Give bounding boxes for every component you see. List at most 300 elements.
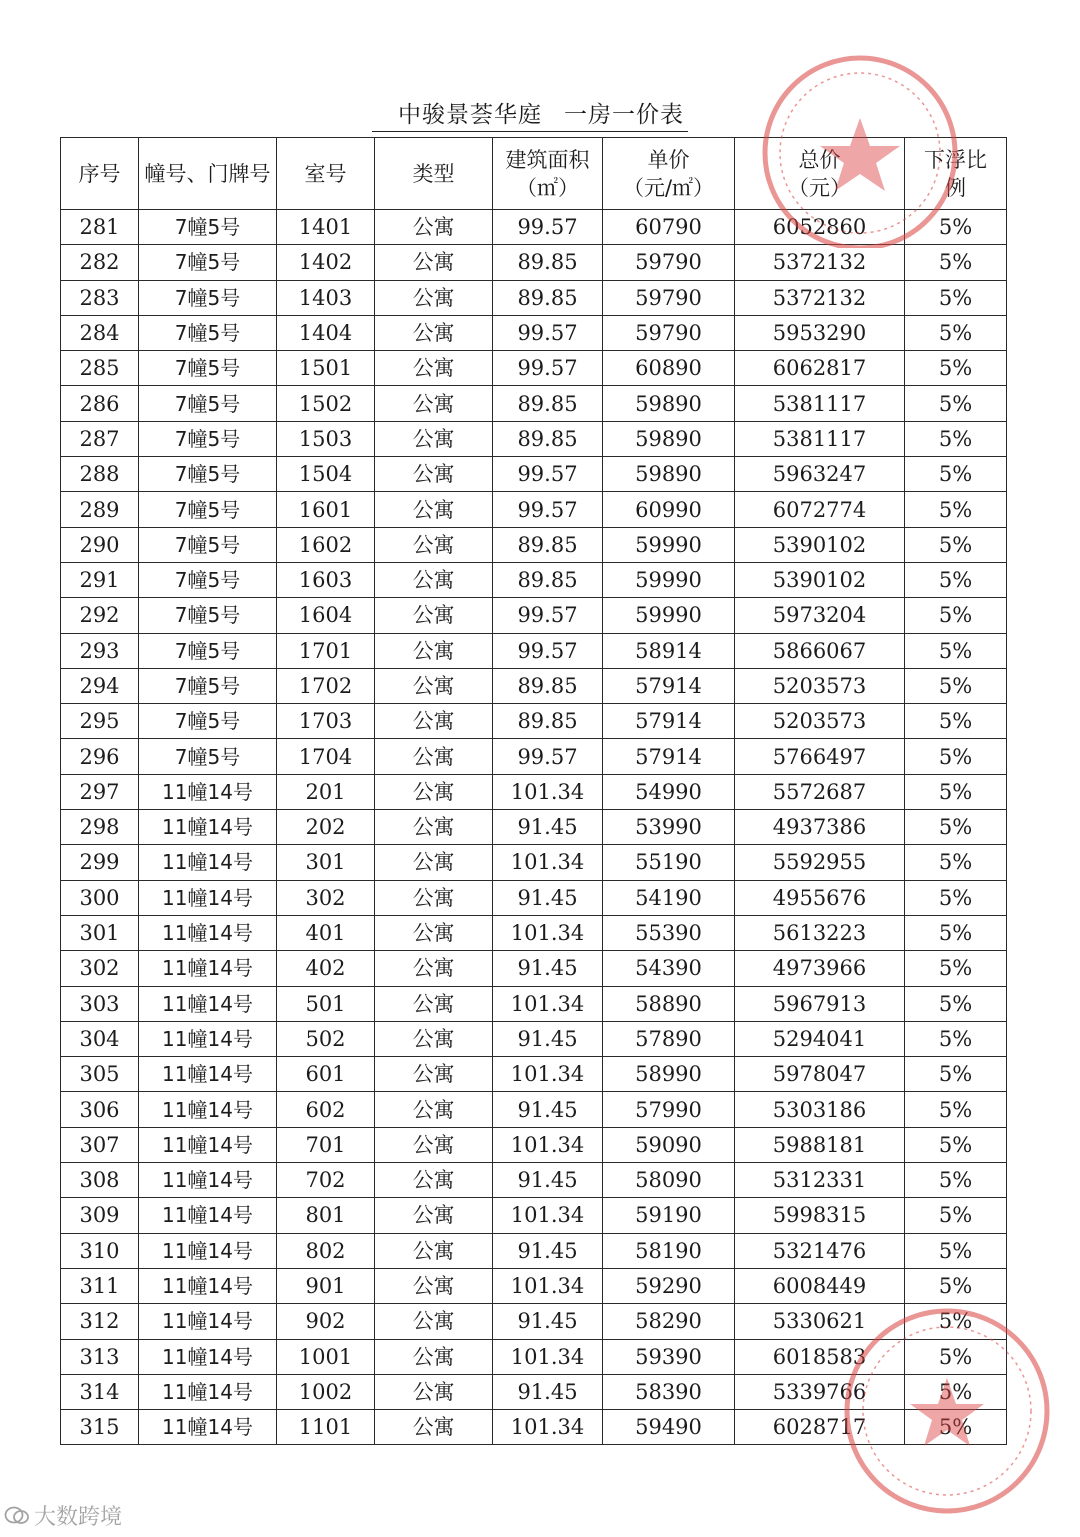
- cell-total-price: 6008449: [735, 1268, 905, 1303]
- cell-total-price: 6062817: [735, 351, 905, 386]
- cell-type: 公寓: [375, 1163, 493, 1198]
- cell-seq: 305: [61, 1057, 139, 1092]
- cell-area: 101.34: [493, 845, 603, 880]
- cell-type: 公寓: [375, 386, 493, 421]
- header-room: 室号: [277, 138, 375, 210]
- cell-area: 89.85: [493, 562, 603, 597]
- cell-room: 501: [277, 986, 375, 1021]
- cell-area: 91.45: [493, 1092, 603, 1127]
- cell-unit-price: 59990: [603, 527, 735, 562]
- cell-seq: 289: [61, 492, 139, 527]
- header-building: 幢号、门牌号: [139, 138, 277, 210]
- cell-area: 89.85: [493, 245, 603, 280]
- cell-room: 1703: [277, 704, 375, 739]
- cell-unit-price: 54190: [603, 880, 735, 915]
- cell-building: 11幢14号: [139, 915, 277, 950]
- cell-seq: 315: [61, 1410, 139, 1445]
- header-float-ratio: 下浮比 例: [905, 138, 1007, 210]
- cell-type: 公寓: [375, 1410, 493, 1445]
- cell-total-price: 4973966: [735, 951, 905, 986]
- table-row: [61, 386, 1007, 421]
- cell-area: 91.45: [493, 880, 603, 915]
- cell-area: 99.57: [493, 492, 603, 527]
- cell-seq: 285: [61, 351, 139, 386]
- project-name: 中骏景荟华庭: [398, 102, 542, 128]
- table-row: [61, 739, 1007, 774]
- cell-room: 701: [277, 1127, 375, 1162]
- cell-building: 11幢14号: [139, 845, 277, 880]
- cell-room: 401: [277, 915, 375, 950]
- cell-total-price: 5953290: [735, 315, 905, 350]
- table-row: [61, 845, 1007, 880]
- cell-type: 公寓: [375, 527, 493, 562]
- cell-total-price: 5381117: [735, 386, 905, 421]
- cell-room: 1704: [277, 739, 375, 774]
- cell-float-ratio: 5%: [905, 351, 1007, 386]
- cell-total-price: 6052860: [735, 210, 905, 245]
- cell-room: 802: [277, 1233, 375, 1268]
- table-row: [61, 1374, 1007, 1409]
- cell-seq: 291: [61, 562, 139, 597]
- cell-unit-price: 59790: [603, 315, 735, 350]
- cell-total-price: 5390102: [735, 527, 905, 562]
- cell-building: 11幢14号: [139, 774, 277, 809]
- cell-area: 99.57: [493, 457, 603, 492]
- cell-seq: 306: [61, 1092, 139, 1127]
- cell-type: 公寓: [375, 1233, 493, 1268]
- cell-unit-price: 59390: [603, 1339, 735, 1374]
- cell-total-price: 6018583: [735, 1339, 905, 1374]
- cell-area: 91.45: [493, 951, 603, 986]
- cell-float-ratio: 5%: [905, 210, 1007, 245]
- cell-seq: 313: [61, 1339, 139, 1374]
- cell-float-ratio: 5%: [905, 668, 1007, 703]
- cell-total-price: 5988181: [735, 1127, 905, 1162]
- cell-seq: 297: [61, 774, 139, 809]
- cell-total-price: 5303186: [735, 1092, 905, 1127]
- cell-type: 公寓: [375, 280, 493, 315]
- cell-building: 11幢14号: [139, 810, 277, 845]
- cell-float-ratio: 5%: [905, 421, 1007, 456]
- cell-type: 公寓: [375, 492, 493, 527]
- cell-building: 11幢14号: [139, 1233, 277, 1268]
- cell-unit-price: 54990: [603, 774, 735, 809]
- cell-float-ratio: 5%: [905, 1127, 1007, 1162]
- cell-type: 公寓: [375, 915, 493, 950]
- cell-building: 11幢14号: [139, 1268, 277, 1303]
- cell-unit-price: 58990: [603, 1057, 735, 1092]
- cell-unit-price: 54390: [603, 951, 735, 986]
- table-row: [61, 1057, 1007, 1092]
- table-row: [61, 774, 1007, 809]
- cell-area: 101.34: [493, 915, 603, 950]
- cell-building: 11幢14号: [139, 1410, 277, 1445]
- cell-area: 99.57: [493, 315, 603, 350]
- cell-type: 公寓: [375, 1304, 493, 1339]
- cell-building: 7幢5号: [139, 210, 277, 245]
- cell-seq: 300: [61, 880, 139, 915]
- cell-area: 91.45: [493, 1304, 603, 1339]
- cell-area: 91.45: [493, 1021, 603, 1056]
- table-row: [61, 1304, 1007, 1339]
- cell-float-ratio: 5%: [905, 457, 1007, 492]
- cell-total-price: 5967913: [735, 986, 905, 1021]
- table-row: [61, 1233, 1007, 1268]
- header-total-price: 总价 （元）: [735, 138, 905, 210]
- table-row: [61, 668, 1007, 703]
- cell-type: 公寓: [375, 1374, 493, 1409]
- cell-building: 7幢5号: [139, 421, 277, 456]
- cell-area: 101.34: [493, 1410, 603, 1445]
- cell-float-ratio: 5%: [905, 1233, 1007, 1268]
- cell-total-price: 5321476: [735, 1233, 905, 1268]
- cell-area: 99.57: [493, 633, 603, 668]
- cell-building: 11幢14号: [139, 986, 277, 1021]
- cell-unit-price: 57914: [603, 739, 735, 774]
- cell-room: 702: [277, 1163, 375, 1198]
- cell-unit-price: 57990: [603, 1092, 735, 1127]
- cell-type: 公寓: [375, 1339, 493, 1374]
- cell-room: 601: [277, 1057, 375, 1092]
- cell-seq: 314: [61, 1374, 139, 1409]
- cell-area: 89.85: [493, 668, 603, 703]
- table-row: [61, 562, 1007, 597]
- header-unit-price: 单价 （元/㎡）: [603, 138, 735, 210]
- cell-seq: 303: [61, 986, 139, 1021]
- cell-unit-price: 60790: [603, 210, 735, 245]
- cell-seq: 304: [61, 1021, 139, 1056]
- table-row: [61, 880, 1007, 915]
- table-row: [61, 704, 1007, 739]
- cell-room: 1503: [277, 421, 375, 456]
- cell-seq: 298: [61, 810, 139, 845]
- cell-building: 7幢5号: [139, 315, 277, 350]
- cell-total-price: 5330621: [735, 1304, 905, 1339]
- cell-total-price: 5381117: [735, 421, 905, 456]
- cell-building: 7幢5号: [139, 492, 277, 527]
- cell-total-price: 5998315: [735, 1198, 905, 1233]
- cell-room: 302: [277, 880, 375, 915]
- cell-unit-price: 58190: [603, 1233, 735, 1268]
- cell-total-price: 5203573: [735, 668, 905, 703]
- cell-seq: 286: [61, 386, 139, 421]
- cell-unit-price: 58090: [603, 1163, 735, 1198]
- cell-float-ratio: 5%: [905, 245, 1007, 280]
- table-row: [61, 210, 1007, 245]
- cell-building: 7幢5号: [139, 527, 277, 562]
- cell-float-ratio: 5%: [905, 951, 1007, 986]
- cell-building: 11幢14号: [139, 1304, 277, 1339]
- cell-type: 公寓: [375, 951, 493, 986]
- cell-total-price: 4955676: [735, 880, 905, 915]
- cell-room: 1604: [277, 598, 375, 633]
- cell-seq: 307: [61, 1127, 139, 1162]
- cell-type: 公寓: [375, 210, 493, 245]
- cell-float-ratio: 5%: [905, 315, 1007, 350]
- cell-float-ratio: 5%: [905, 704, 1007, 739]
- cell-unit-price: 59790: [603, 280, 735, 315]
- cell-type: 公寓: [375, 1057, 493, 1092]
- header-seq: 序号: [61, 138, 139, 210]
- cell-total-price: 5294041: [735, 1021, 905, 1056]
- cell-unit-price: 57914: [603, 668, 735, 703]
- cell-unit-price: 55190: [603, 845, 735, 880]
- cell-float-ratio: 5%: [905, 1163, 1007, 1198]
- cell-area: 89.85: [493, 704, 603, 739]
- cell-seq: 281: [61, 210, 139, 245]
- cell-float-ratio: 5%: [905, 492, 1007, 527]
- cell-building: 7幢5号: [139, 386, 277, 421]
- cell-float-ratio: 5%: [905, 880, 1007, 915]
- cell-area: 99.57: [493, 598, 603, 633]
- table-row: [61, 1021, 1007, 1056]
- cell-unit-price: 59990: [603, 598, 735, 633]
- cell-room: 1504: [277, 457, 375, 492]
- cell-building: 11幢14号: [139, 1021, 277, 1056]
- cell-float-ratio: 5%: [905, 845, 1007, 880]
- cell-unit-price: 57914: [603, 704, 735, 739]
- cell-building: 11幢14号: [139, 1374, 277, 1409]
- cell-room: 602: [277, 1092, 375, 1127]
- cell-total-price: 5963247: [735, 457, 905, 492]
- cell-area: 101.34: [493, 1127, 603, 1162]
- cell-room: 402: [277, 951, 375, 986]
- cell-unit-price: 59890: [603, 457, 735, 492]
- cell-total-price: 5978047: [735, 1057, 905, 1092]
- cell-seq: 310: [61, 1233, 139, 1268]
- cell-seq: 283: [61, 280, 139, 315]
- cell-building: 11幢14号: [139, 880, 277, 915]
- cell-type: 公寓: [375, 1127, 493, 1162]
- table-row: [61, 1163, 1007, 1198]
- cell-seq: 290: [61, 527, 139, 562]
- cell-room: 1101: [277, 1410, 375, 1445]
- cell-seq: 296: [61, 739, 139, 774]
- cell-room: 1401: [277, 210, 375, 245]
- cell-building: 7幢5号: [139, 633, 277, 668]
- cell-building: 11幢14号: [139, 1057, 277, 1092]
- table-row: [61, 810, 1007, 845]
- cell-type: 公寓: [375, 598, 493, 633]
- cell-building: 7幢5号: [139, 739, 277, 774]
- table-row: [61, 1198, 1007, 1233]
- table-subtitle: 一房一价表: [564, 102, 684, 128]
- cell-type: 公寓: [375, 315, 493, 350]
- cell-float-ratio: 5%: [905, 598, 1007, 633]
- cell-unit-price: 59890: [603, 386, 735, 421]
- cell-area: 89.85: [493, 386, 603, 421]
- cell-area: 99.57: [493, 210, 603, 245]
- cell-seq: 287: [61, 421, 139, 456]
- cell-total-price: 5592955: [735, 845, 905, 880]
- cell-float-ratio: 5%: [905, 1268, 1007, 1303]
- table-row: [61, 527, 1007, 562]
- cell-float-ratio: 5%: [905, 1092, 1007, 1127]
- cell-building: 7幢5号: [139, 562, 277, 597]
- cell-area: 99.57: [493, 351, 603, 386]
- cell-room: 1403: [277, 280, 375, 315]
- cell-seq: 302: [61, 951, 139, 986]
- cell-float-ratio: 5%: [905, 915, 1007, 950]
- chat-bubble-logo-icon: [4, 1505, 30, 1527]
- cell-area: 91.45: [493, 1374, 603, 1409]
- cell-building: 11幢14号: [139, 1198, 277, 1233]
- cell-seq: 301: [61, 915, 139, 950]
- cell-float-ratio: 5%: [905, 1021, 1007, 1056]
- cell-seq: 308: [61, 1163, 139, 1198]
- cell-room: 1602: [277, 527, 375, 562]
- cell-type: 公寓: [375, 245, 493, 280]
- table-row: [61, 598, 1007, 633]
- cell-seq: 292: [61, 598, 139, 633]
- cell-seq: 284: [61, 315, 139, 350]
- table-body: [61, 210, 1007, 1445]
- cell-area: 99.57: [493, 739, 603, 774]
- cell-unit-price: 58914: [603, 633, 735, 668]
- cell-float-ratio: 5%: [905, 1339, 1007, 1374]
- header-area: 建筑面积 （㎡）: [493, 138, 603, 210]
- table-row: [61, 351, 1007, 386]
- cell-building: 11幢14号: [139, 1092, 277, 1127]
- document-title: [0, 96, 1080, 132]
- cell-building: 11幢14号: [139, 951, 277, 986]
- cell-type: 公寓: [375, 351, 493, 386]
- table-row: [61, 986, 1007, 1021]
- table-row: [61, 457, 1007, 492]
- cell-seq: 312: [61, 1304, 139, 1339]
- cell-float-ratio: 5%: [905, 1374, 1007, 1409]
- cell-room: 1702: [277, 668, 375, 703]
- cell-area: 101.34: [493, 986, 603, 1021]
- cell-type: 公寓: [375, 739, 493, 774]
- cell-seq: 311: [61, 1268, 139, 1303]
- table-row: [61, 280, 1007, 315]
- cell-total-price: 5312331: [735, 1163, 905, 1198]
- cell-unit-price: 60890: [603, 351, 735, 386]
- table-header-row: [61, 138, 1007, 210]
- watermark: [4, 1500, 122, 1531]
- cell-area: 91.45: [493, 1233, 603, 1268]
- cell-seq: 309: [61, 1198, 139, 1233]
- cell-area: 101.34: [493, 1339, 603, 1374]
- cell-type: 公寓: [375, 845, 493, 880]
- cell-float-ratio: 5%: [905, 633, 1007, 668]
- cell-type: 公寓: [375, 1268, 493, 1303]
- table-row: [61, 1092, 1007, 1127]
- cell-unit-price: 59090: [603, 1127, 735, 1162]
- cell-area: 89.85: [493, 421, 603, 456]
- price-table: [60, 137, 1007, 1445]
- cell-room: 301: [277, 845, 375, 880]
- cell-total-price: 5390102: [735, 562, 905, 597]
- cell-unit-price: 59990: [603, 562, 735, 597]
- cell-unit-price: 53990: [603, 810, 735, 845]
- cell-seq: 295: [61, 704, 139, 739]
- table-row: [61, 915, 1007, 950]
- cell-room: 1404: [277, 315, 375, 350]
- cell-building: 7幢5号: [139, 704, 277, 739]
- cell-total-price: 6072774: [735, 492, 905, 527]
- cell-type: 公寓: [375, 774, 493, 809]
- cell-room: 1601: [277, 492, 375, 527]
- cell-type: 公寓: [375, 668, 493, 703]
- cell-area: 101.34: [493, 1057, 603, 1092]
- cell-float-ratio: 5%: [905, 1410, 1007, 1445]
- cell-total-price: 5203573: [735, 704, 905, 739]
- cell-float-ratio: 5%: [905, 527, 1007, 562]
- cell-room: 1502: [277, 386, 375, 421]
- cell-area: 89.85: [493, 527, 603, 562]
- cell-float-ratio: 5%: [905, 386, 1007, 421]
- cell-seq: 299: [61, 845, 139, 880]
- table-row: [61, 1410, 1007, 1445]
- cell-seq: 293: [61, 633, 139, 668]
- table-row: [61, 1268, 1007, 1303]
- table-row: [61, 951, 1007, 986]
- cell-float-ratio: 5%: [905, 810, 1007, 845]
- cell-type: 公寓: [375, 1198, 493, 1233]
- watermark-text: 大数跨境: [34, 1505, 123, 1530]
- table-row: [61, 1127, 1007, 1162]
- cell-type: 公寓: [375, 421, 493, 456]
- cell-total-price: 5973204: [735, 598, 905, 633]
- cell-room: 902: [277, 1304, 375, 1339]
- cell-total-price: 5339766: [735, 1374, 905, 1409]
- cell-total-price: 5613223: [735, 915, 905, 950]
- cell-building: 11幢14号: [139, 1163, 277, 1198]
- cell-unit-price: 59190: [603, 1198, 735, 1233]
- cell-room: 1603: [277, 562, 375, 597]
- cell-unit-price: 57890: [603, 1021, 735, 1056]
- cell-room: 901: [277, 1268, 375, 1303]
- cell-type: 公寓: [375, 986, 493, 1021]
- cell-total-price: 5372132: [735, 280, 905, 315]
- cell-float-ratio: 5%: [905, 1198, 1007, 1233]
- cell-room: 1002: [277, 1374, 375, 1409]
- cell-building: 7幢5号: [139, 280, 277, 315]
- cell-room: 1001: [277, 1339, 375, 1374]
- cell-unit-price: 59890: [603, 421, 735, 456]
- cell-unit-price: 59490: [603, 1410, 735, 1445]
- cell-area: 101.34: [493, 774, 603, 809]
- cell-unit-price: 60990: [603, 492, 735, 527]
- cell-seq: 294: [61, 668, 139, 703]
- cell-unit-price: 59790: [603, 245, 735, 280]
- cell-area: 101.34: [493, 1268, 603, 1303]
- cell-total-price: 5372132: [735, 245, 905, 280]
- cell-total-price: 6028717: [735, 1410, 905, 1445]
- cell-area: 91.45: [493, 810, 603, 845]
- cell-room: 502: [277, 1021, 375, 1056]
- cell-room: 201: [277, 774, 375, 809]
- cell-area: 91.45: [493, 1163, 603, 1198]
- cell-total-price: 4937386: [735, 810, 905, 845]
- cell-room: 1701: [277, 633, 375, 668]
- cell-type: 公寓: [375, 633, 493, 668]
- cell-unit-price: 55390: [603, 915, 735, 950]
- cell-building: 7幢5号: [139, 457, 277, 492]
- cell-float-ratio: 5%: [905, 739, 1007, 774]
- cell-float-ratio: 5%: [905, 562, 1007, 597]
- cell-type: 公寓: [375, 880, 493, 915]
- cell-type: 公寓: [375, 457, 493, 492]
- table-row: [61, 245, 1007, 280]
- cell-building: 7幢5号: [139, 668, 277, 703]
- cell-unit-price: 58290: [603, 1304, 735, 1339]
- cell-unit-price: 59290: [603, 1268, 735, 1303]
- cell-building: 11幢14号: [139, 1339, 277, 1374]
- table-row: [61, 421, 1007, 456]
